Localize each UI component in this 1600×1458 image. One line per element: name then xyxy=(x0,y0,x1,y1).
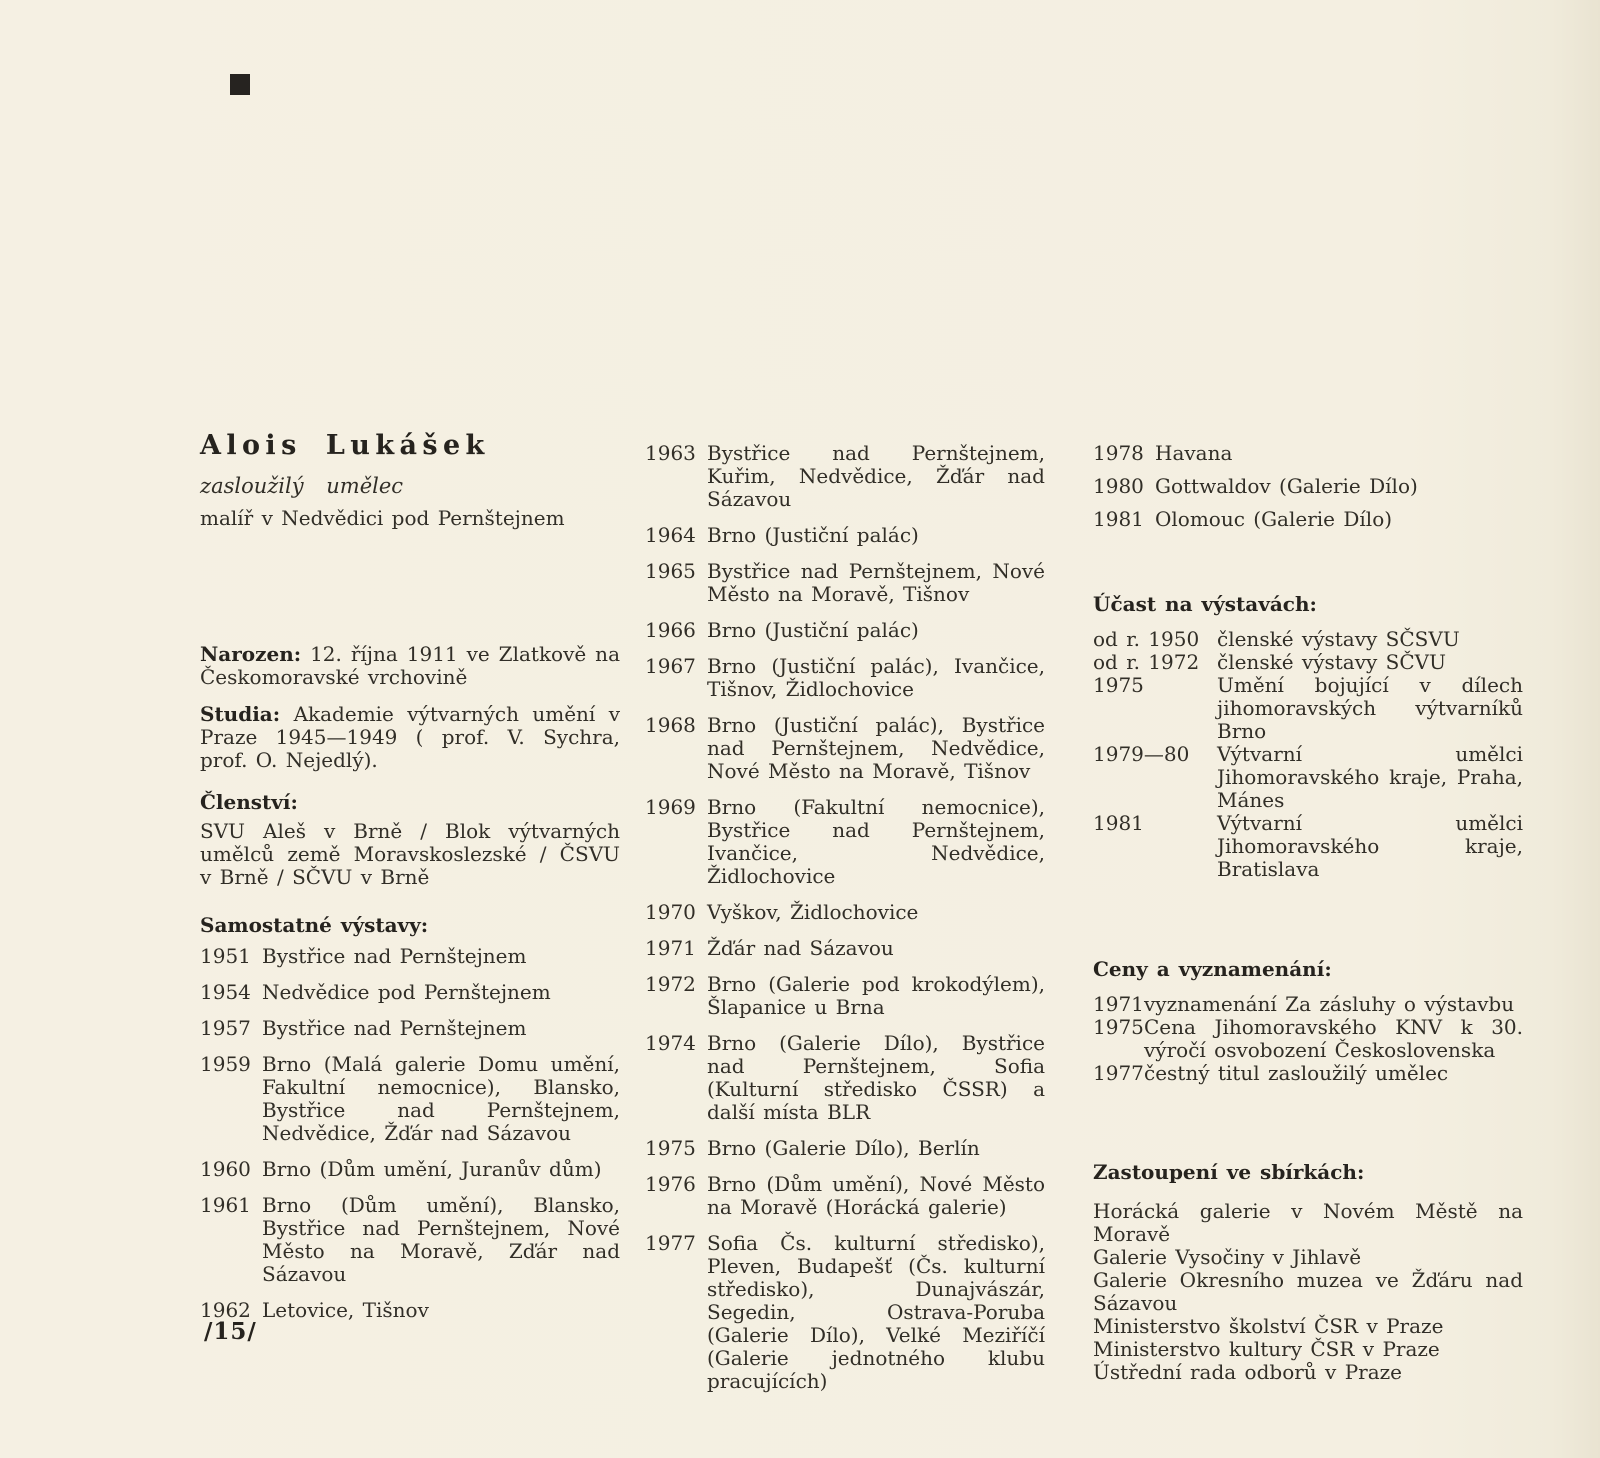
exhibition-entry xyxy=(200,1194,620,1286)
exhibition-year: 1957 xyxy=(200,1016,251,1040)
born-text: 12. října 1911 ve Zlatkově na Českomoravské vrchovině xyxy=(200,642,620,689)
exhibition-entry xyxy=(645,524,1045,547)
right-column xyxy=(1093,430,1523,1384)
collection-entry: Ministerstvo školství ČSR v Praze xyxy=(1093,1314,1444,1338)
exhibition-entry xyxy=(645,1232,1045,1393)
exhibition-year: 1970 xyxy=(645,900,696,924)
exhibition-year: 1976 xyxy=(645,1172,696,1196)
exhibition-places: Vyškov, Židlochovice xyxy=(707,900,919,924)
exhibition-year: 1951 xyxy=(200,944,251,968)
exhibition-entry xyxy=(200,981,620,1004)
exhibition-year: 1977 xyxy=(645,1231,696,1255)
membership-text: SVU Aleš v Brně / Blok výtvarných umělců země Moravskoslezské / ČSVU v Brně / SČVU v Brně xyxy=(200,819,620,889)
exhibition-places: Brno (Galerie Dílo), Bystřice nad Pernštejnem, Sofia (Kulturní středisko ČSSR) a další místa BLR xyxy=(707,1031,1045,1124)
exhibition-entry xyxy=(200,1299,620,1322)
group-exhibition-period: 1975 xyxy=(1093,673,1144,697)
exhibition-year: 1964 xyxy=(645,523,696,547)
studies-label: Studia: xyxy=(200,702,281,726)
exhibition-year: 1954 xyxy=(200,980,251,1004)
exhibition-places: Brno (Galerie pod krokodýlem), Šlapanice u Brna xyxy=(707,972,1045,1019)
exhibition-year: 1971 xyxy=(645,936,696,960)
solo-exhibitions-list-1951-1962 xyxy=(200,945,620,1322)
exhibition-places: Bystřice nad Pernštejnem xyxy=(262,1016,527,1040)
exhibition-year: 1974 xyxy=(645,1031,696,1055)
exhibition-year: 1961 xyxy=(200,1193,251,1217)
group-exhibition-desc: členské výstavy SČSVU xyxy=(1217,627,1460,651)
exhibition-year: 1963 xyxy=(645,441,696,465)
exhibition-places: Sofia Čs. kulturní středisko), Pleven, Budapešť (Čs. kulturní středisko), Dunajvászár, Segedin, Ostrava-Poruba (Galerie Dílo), Velké Meziříčí (Galerie jednotného klubu pracujících) xyxy=(707,1231,1045,1393)
exhibition-year: 1969 xyxy=(645,795,696,819)
exhibition-year: 1960 xyxy=(200,1157,251,1181)
group-exhibition-period: od r. 1972 xyxy=(1093,650,1200,674)
exhibition-places: Brno (Justiční palác) xyxy=(707,523,919,547)
left-column xyxy=(200,430,620,1335)
award-year: 1971 xyxy=(1093,992,1144,1016)
award-year: 1975 xyxy=(1093,1015,1144,1039)
exhibition-year: 1978 xyxy=(1093,441,1144,465)
studies-paragraph xyxy=(200,703,620,772)
exhibition-entry xyxy=(200,1017,620,1040)
group-exhibition-entry xyxy=(1093,628,1523,651)
award-text: vyznamenání Za zásluhy o výstavbu xyxy=(1144,992,1515,1016)
exhibition-places: Bystřice nad Pernštejnem xyxy=(262,944,527,968)
exhibition-places: Brno (Justiční palác), Bystřice nad Pernštejnem, Nedvědice, Nové Město na Moravě, Tišnov xyxy=(707,713,1045,783)
group-exhibition-desc: Umění bojující v dílech jihomoravských výtvarníků Brno xyxy=(1217,673,1523,743)
exhibition-places: Brno (Justiční palác), Ivančice, Tišnov, Židlochovice xyxy=(707,654,1045,701)
bio-section xyxy=(200,643,620,1322)
collections-list xyxy=(1093,1200,1523,1384)
exhibition-entry xyxy=(645,937,1045,960)
exhibition-places: Žďár nad Sázavou xyxy=(707,936,894,960)
exhibition-places: Bystřice nad Pernštejnem, Nové Město na Moravě, Tišnov xyxy=(707,559,1045,606)
exhibition-places: Letovice, Tišnov xyxy=(262,1298,429,1322)
exhibition-year: 1966 xyxy=(645,618,696,642)
exhibition-entry xyxy=(1093,442,1523,465)
awards-heading: Ceny a vyznamenání: xyxy=(1093,957,1332,981)
exhibition-places: Brno (Justiční palác) xyxy=(707,618,919,642)
exhibition-year: 1980 xyxy=(1093,474,1144,498)
exhibition-places: Brno (Malá galerie Domu umění, Fakultní nemocnice), Blansko, Bystřice nad Pernštejnem, Nedvědice, Žďár nad Sázavou xyxy=(262,1052,620,1145)
group-exhibition-period: od r. 1950 xyxy=(1093,627,1200,651)
exhibition-places: Brno (Dům umění), Nové Město na Moravě (Horácká galerie) xyxy=(707,1172,1045,1219)
award-entry xyxy=(1093,993,1523,1016)
studies-text: Akademie výtvarných umění v Praze 1945—1949 ( prof. V. Sychra, prof. O. Nejedlý). xyxy=(200,702,620,772)
collection-entry: Ministerstvo kultury ČSR v Praze xyxy=(1093,1337,1440,1361)
exhibition-year: 1965 xyxy=(645,559,696,583)
exhibition-entry xyxy=(645,560,1045,606)
awards-list xyxy=(1093,993,1523,1085)
exhibition-places: Havana xyxy=(1155,441,1233,465)
exhibition-entry xyxy=(645,796,1045,888)
collection-entry: Horácká galerie v Novém Městě na Moravě xyxy=(1093,1199,1523,1246)
exhibition-places: Bystřice nad Pernštejnem, Kuřim, Nedvědice, Žďár nad Sázavou xyxy=(707,441,1045,511)
exhibition-places: Brno (Dům umění, Juranův dům) xyxy=(262,1157,602,1181)
exhibition-entry xyxy=(645,655,1045,701)
exhibition-entry xyxy=(645,973,1045,1019)
exhibition-entry xyxy=(1093,508,1523,531)
exhibition-places: Nedvědice pod Pernštejnem xyxy=(262,980,551,1004)
exhibition-entry xyxy=(645,619,1045,642)
membership-heading: Členství: xyxy=(200,790,298,814)
award-text: Cena Jihomoravského KNV k 30. výročí osvobození Československa xyxy=(1144,1015,1523,1062)
exhibition-year: 1967 xyxy=(645,654,696,678)
award-entry xyxy=(1093,1062,1523,1085)
born-label: Narozen: xyxy=(200,642,302,666)
group-exhibitions-heading: Účast na výstavách: xyxy=(1093,592,1317,616)
exhibition-entry xyxy=(645,714,1045,783)
group-exhibition-entry xyxy=(1093,743,1523,812)
group-exhibition-entry xyxy=(1093,812,1523,881)
collection-entry: Galerie Okresního muzea ve Žďáru nad Sázavou xyxy=(1093,1268,1523,1315)
exhibition-places: Gottwaldov (Galerie Dílo) xyxy=(1155,474,1418,498)
exhibition-entry xyxy=(645,442,1045,511)
exhibition-entry xyxy=(645,1032,1045,1124)
group-exhibition-period: 1981 xyxy=(1093,811,1144,835)
collection-entry: Ústřední rada odborů v Praze xyxy=(1093,1360,1403,1384)
exhibition-year: 1975 xyxy=(645,1136,696,1160)
exhibition-year: 1962 xyxy=(200,1298,251,1322)
solo-exhibitions-list-1963-1977 xyxy=(645,442,1045,1393)
award-year: 1977 xyxy=(1093,1061,1144,1085)
middle-column xyxy=(645,430,1045,1406)
exhibition-year: 1968 xyxy=(645,713,696,737)
exhibition-places: Brno (Fakultní nemocnice), Bystřice nad Pernštejnem, Ivančice, Nedvědice, Židlochovice xyxy=(707,795,1045,888)
exhibition-places: Brno (Dům umění), Blansko, Bystřice nad Pernštejnem, Nové Město na Moravě, Zďár nad Sázavou xyxy=(262,1193,620,1286)
exhibition-places: Brno (Galerie Dílo), Berlín xyxy=(707,1136,980,1160)
group-exhibitions-list xyxy=(1093,628,1523,881)
exhibition-entry xyxy=(200,1053,620,1145)
exhibition-year: 1981 xyxy=(1093,507,1144,531)
exhibition-places: Olomouc (Galerie Dílo) xyxy=(1155,507,1393,531)
page-number: /15/ xyxy=(204,1318,257,1345)
corner-square-mark xyxy=(230,74,250,95)
exhibition-year: 1959 xyxy=(200,1052,251,1076)
collection-entry: Galerie Vysočiny v Jihlavě xyxy=(1093,1245,1362,1269)
solo-exhibitions-heading: Samostatné výstavy: xyxy=(200,913,429,937)
exhibition-entry xyxy=(200,945,620,968)
exhibition-entry xyxy=(200,1158,620,1181)
exhibition-year: 1972 xyxy=(645,972,696,996)
exhibition-entry xyxy=(645,1173,1045,1219)
award-entry xyxy=(1093,1016,1523,1062)
exhibition-entry xyxy=(645,1137,1045,1160)
collections-heading: Zastoupení ve sbírkách: xyxy=(1093,1160,1365,1184)
group-exhibition-desc: Výtvarní umělci Jihomoravského kraje, Bratislava xyxy=(1217,811,1523,881)
exhibition-entry xyxy=(1093,475,1523,498)
solo-exhibitions-list-1978-1981 xyxy=(1093,442,1523,531)
artist-honorific: zasloužilý umělec xyxy=(200,474,404,498)
artist-name: Alois Lukášek xyxy=(200,430,490,461)
born-paragraph xyxy=(200,643,620,689)
artist-occupation: malíř v Nedvědici pod Pernštejnem xyxy=(200,506,565,530)
group-exhibition-desc: členské výstavy SČVU xyxy=(1217,650,1446,674)
award-text: čestný titul zasloužilý umělec xyxy=(1144,1061,1449,1085)
group-exhibition-desc: Výtvarní umělci Jihomoravského kraje, Praha, Mánes xyxy=(1217,742,1523,812)
exhibition-entry xyxy=(645,901,1045,924)
group-exhibition-entry xyxy=(1093,674,1523,743)
group-exhibition-period: 1979—80 xyxy=(1093,742,1190,766)
group-exhibition-entry xyxy=(1093,651,1523,674)
